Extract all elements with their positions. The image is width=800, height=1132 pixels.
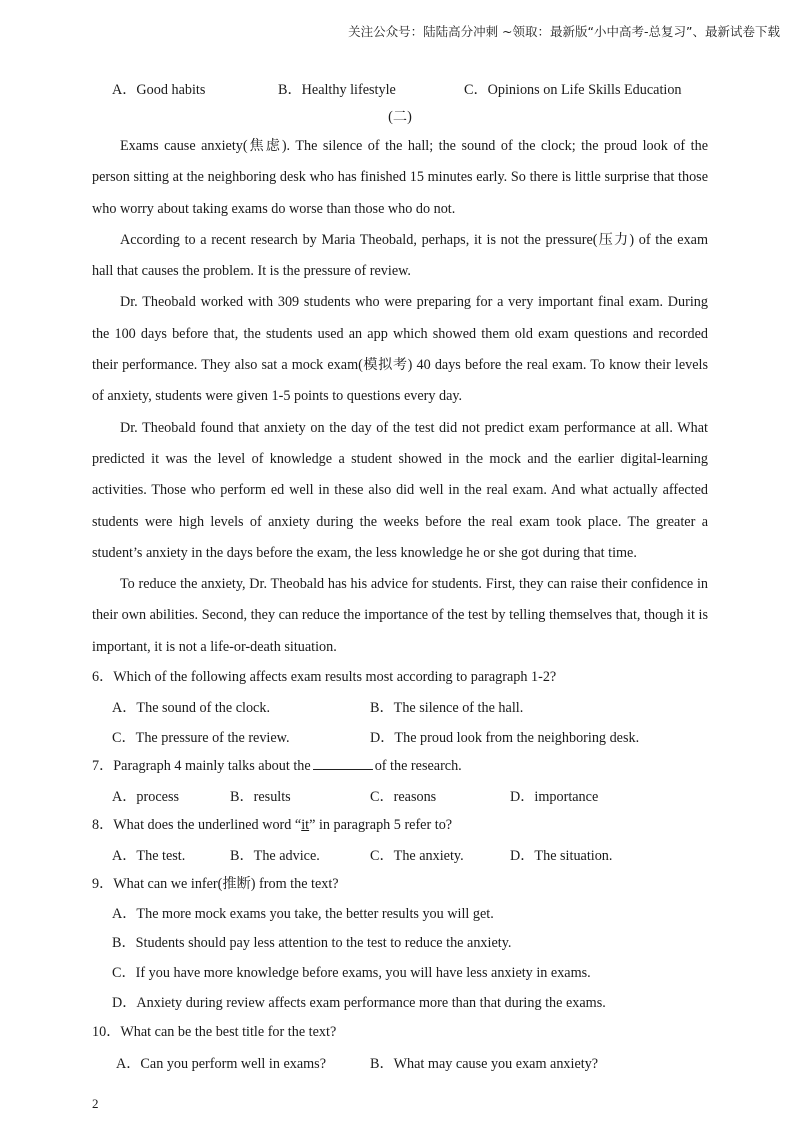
question-8-option-a: A．The test. [112,848,186,865]
question-8-options [92,841,708,871]
passage-paragraph-5: To reduce the anxiety, Dr. Theobald has his advice for students. First, they can raise their confidence in their own abilities. Second, they can reduce the importance of the test by telling themselves that, though it is important, it is not a life-or-death situation. [92,576,708,655]
question-6-options-row-1 [92,693,708,723]
option-b: B．Healthy lifestyle [278,81,396,98]
question-10-options [92,1048,708,1078]
question-7-option-c: C．reasons [370,789,437,806]
answer-blank [313,755,373,770]
underlined-word: it [301,817,310,834]
question-10-stem: 10．What can be the best title for the text? [92,1024,337,1041]
question-6-options-row-2 [92,722,708,752]
question-7-stem [92,752,708,782]
question-8-option-c: C．The anxiety. [370,848,464,865]
question-6-option-b: B．The silence of the hall. [370,700,524,717]
page-header: 关注公众号：陆陆高分冲刺 ~领取：最新版“小中高考-总复习”、最新试卷下载 [348,24,780,39]
question-8-option-b: B．The advice. [230,848,320,865]
question-9-stem: 9．What can we infer(推断) from the text? [92,876,339,893]
option-c: C．Opinions on Life Skills Education [464,81,682,98]
reading-passage [92,131,708,663]
question-7-options [92,781,708,811]
question-9-option-a: A．The more mock exams you take, the better results you will get. [112,905,494,922]
passage-paragraph-1: Exams cause anxiety(焦虑). The silence of the hall; the sound of the clock; the proud look of the person sitting at the neighboring desk who has finished 15 minutes early. So there is little surprise that those who worry about taking exams do worse than those who do not. [92,138,708,217]
question-10-option-b: B．What may cause you exam anxiety? [370,1055,599,1072]
question-8-option-d: D．The situation. [510,848,613,865]
section-label: (二) [388,109,412,125]
option-a: A．Good habits [112,81,206,98]
question-7-stem-start: 7．Paragraph 4 mainly talks about the [92,757,311,774]
question-7-option-b: B．results [230,789,291,806]
exam-page [92,74,708,1077]
passage-paragraph-4: Dr. Theobald found that anxiety on the day of the test did not predict exam performance at all. What predicted it was the level of knowledge a student showed in the mock and the earlier digital-learning activities. Those who perform ed well in these also did well in the real exam. And what actually affected students were high levels of anxiety during the weeks before the real exam took place. The greater a student’s anxiety in the days before the exam, the less knowledge he or she got during that time. [92,419,708,561]
question-6-option-d: D．The proud look from the neighboring desk. [370,730,640,747]
question-8-stem [92,811,708,841]
question-9-option-b: B．Students should pay less attention to the test to reduce the anxiety. [112,935,512,952]
previous-question-options [92,74,708,103]
question-6-option-c: C．The pressure of the review. [112,730,290,747]
question-6-stem: 6．Which of the following affects exam results most according to paragraph 1-2? [92,669,557,686]
passage-paragraph-2: According to a recent research by Maria Theobald, perhaps, it is not the pressure(压力) of the exam hall that causes the problem. It is the pressure of review. [92,231,708,280]
question-9-option-c: C．If you have more knowledge before exams, you will have less anxiety in exams. [112,964,591,981]
page-number: 2 [92,1096,99,1111]
question-7-stem-end: of the research. [374,757,462,774]
passage-paragraph-3: Dr. Theobald worked with 309 students who were preparing for a very important final exam. During the 100 days before that, the students used an app which showed them old exam questions and recorded their performance. They also sat a mock exam(模拟考) 40 days before the real exam. To know their levels of anxiety, students were given 1-5 points to questions every day. [92,294,708,405]
question-7-option-d: D．importance [510,789,599,806]
question-8-stem-start: 8．What does the underlined word “ [92,817,302,834]
question-6-option-a: A．The sound of the clock. [112,700,270,717]
question-10-option-a: A．Can you perform well in exams? [116,1055,327,1072]
question-9-option-d: D．Anxiety during review affects exam performance more than that during the exams. [112,994,606,1011]
question-7-option-a: A．process [112,789,179,806]
question-8-stem-end: ” in paragraph 5 refer to? [309,817,453,834]
